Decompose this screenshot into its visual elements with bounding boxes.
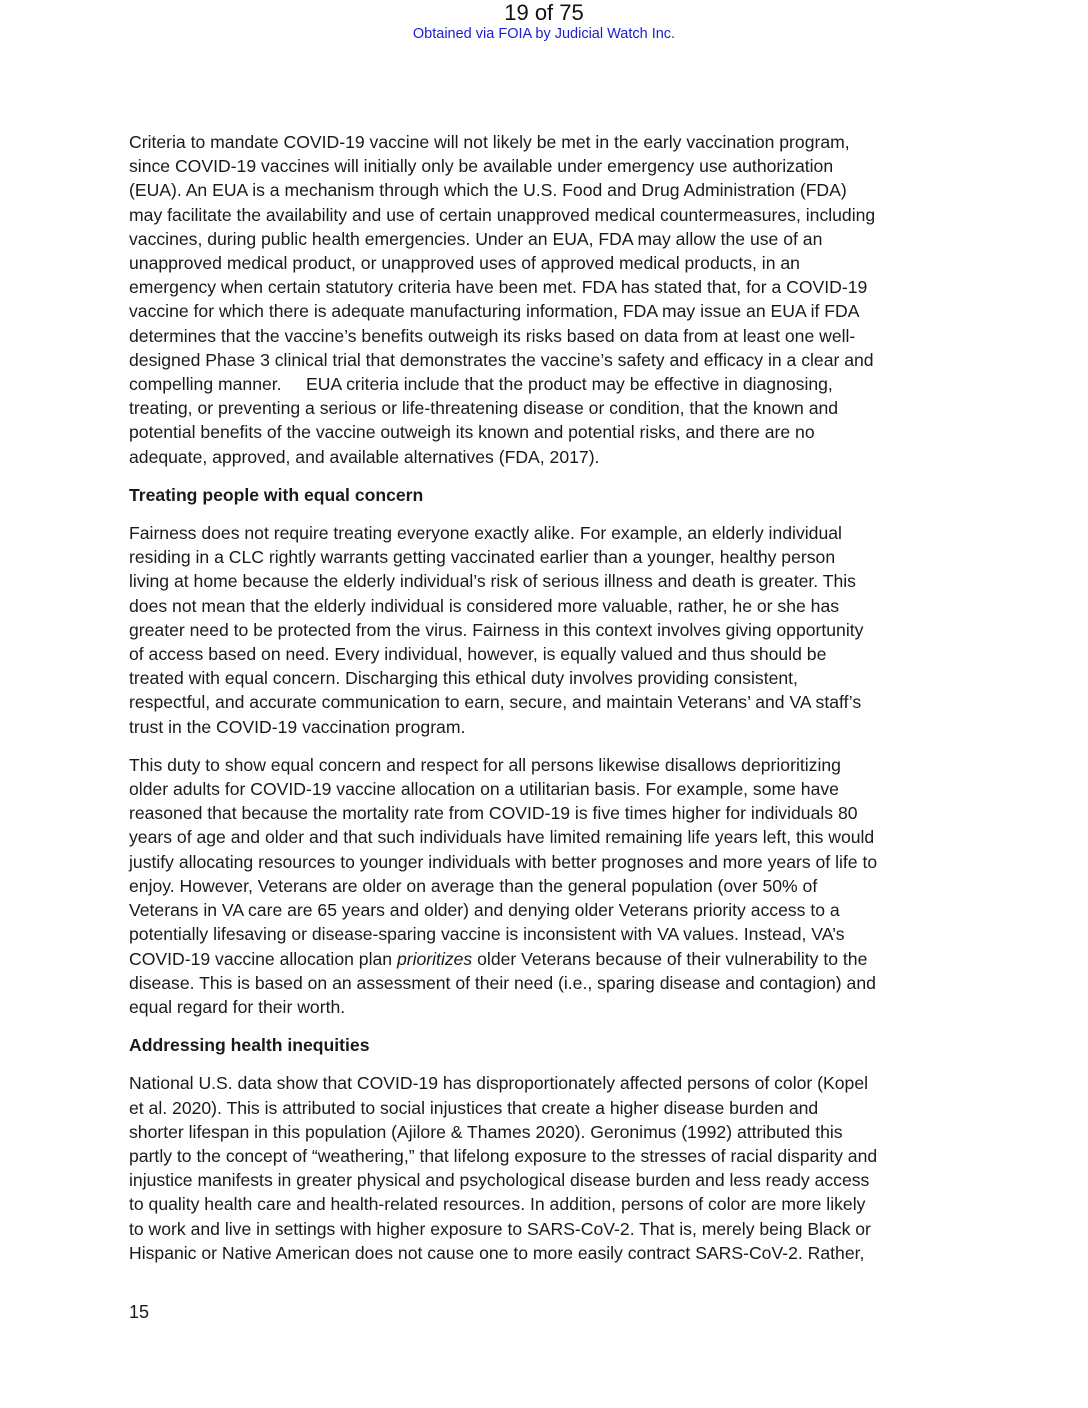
section-heading-health-inequities: Addressing health inequities: [129, 1035, 370, 1056]
text-line: justify allocating resources to younger individuals with better prognoses and more years of life to: [129, 851, 878, 872]
text-line: adequate, approved, and available alternatives (FDA, 2017).: [129, 446, 600, 467]
text-line: This duty to show equal concern and respect for all persons likewise disallows deprioritizing: [129, 754, 841, 775]
text-line: designed Phase 3 clinical trial that demonstrates the vaccine’s safety and efficacy in a clear and: [129, 349, 874, 370]
text-segment: older Veterans because of their vulnerability to the: [472, 948, 868, 969]
paragraph-fairness: [129, 521, 969, 739]
document-body: [129, 130, 969, 1279]
text-line: Veterans in VA care are 65 years and older) and denying older Veterans priority access to a: [129, 900, 840, 921]
text-line: disease. This is based on an assessment of their need (i.e., sparing disease and contagion) and: [129, 972, 876, 993]
text-line: potential benefits of the vaccine outweigh its known and potential risks, and there are no: [129, 422, 815, 443]
text-line: Criteria to mandate COVID-19 vaccine will not likely be met in the early vaccination program,: [129, 132, 850, 152]
text-line: potentially lifesaving or disease-sparing vaccine is inconsistent with VA values. Instead, VA’s: [129, 924, 845, 945]
text-line: to work and live in settings with higher exposure to SARS-CoV-2. That is, merely being Black or: [129, 1218, 871, 1239]
page-count: 19 of 75: [504, 0, 584, 25]
text-line: since COVID-19 vaccines will initially only be available under emergency use authorization: [129, 156, 834, 177]
text-line: [129, 947, 969, 971]
text-line: treating, or preventing a serious or life-threatening disease or condition, that the known and: [129, 398, 839, 419]
text-line: does not mean that the elderly individual is considered more valuable, rather, he or she has: [129, 595, 840, 616]
paragraph-utilitarian: [129, 753, 969, 1019]
text-line: treated with equal concern. Discharging this ethical duty involves providing consistent,: [129, 668, 798, 689]
text-line: greater need to be protected from the virus. Fairness in this context involves giving opportunity: [129, 619, 864, 640]
foia-source-note: Obtained via FOIA by Judicial Watch Inc.: [412, 26, 676, 42]
text-line: determines that the vaccine’s benefits outweigh its risks based on data from at least one well-: [129, 325, 856, 346]
text-line: emergency when certain statutory criteria have been met. FDA has stated that, for a COVID-19: [129, 277, 868, 298]
text-line: older adults for COVID-19 vaccine allocation on a utilitarian basis. For example, some have: [129, 779, 839, 800]
text-line: to quality health care and health-related resources. In addition, persons of color are more likely: [129, 1194, 866, 1215]
text-line: vaccine for which there is adequate manufacturing information, FDA may issue an EUA if FDA: [129, 301, 860, 322]
text-line: of access based on need. Every individual, however, is equally valued and thus should be: [129, 644, 827, 665]
text-line: reasoned that because the mortality rate from COVID-19 is five times higher for individuals 80: [129, 803, 858, 824]
paragraph-health-inequities: [129, 1071, 969, 1265]
page-number: 15: [129, 1302, 150, 1322]
text-line: residing in a CLC rightly warrants getting vaccinated earlier than a younger, healthy person: [129, 547, 836, 568]
text-line: trust in the COVID-19 vaccination program.: [129, 716, 466, 737]
text-line: vaccines, during public health emergencies. Under an EUA, FDA may allow the use of an: [129, 228, 823, 249]
text-line: compelling manner. EUA criteria include that the product may be effective in diagnosing,: [129, 374, 833, 395]
text-line: equal regard for their worth.: [129, 996, 346, 1017]
text-line: years of age and older and that such individuals have limited remaining life years left, this would: [129, 827, 875, 848]
text-segment: COVID-19 vaccine allocation plan: [129, 948, 397, 969]
text-line: living at home because the elderly individual’s risk of serious illness and death is greater. This: [129, 571, 856, 592]
text-line: enjoy. However, Veterans are older on average than the general population (over 50% of: [129, 875, 818, 896]
text-line: may facilitate the availability and use of certain unapproved medical countermeasures, including: [129, 204, 876, 225]
text-line: Fairness does not require treating everyone exactly alike. For example, an elderly individual: [129, 523, 842, 544]
text-line: unapproved medical product, or unapproved uses of approved medical products, in an: [129, 253, 800, 274]
text-line: National U.S. data show that COVID-19 has disproportionately affected persons of color (Kopel: [129, 1073, 869, 1094]
text-line: shorter lifespan in this population (Ajilore & Thames 2020). Geronimus (1992) attributed this: [129, 1121, 843, 1142]
page-header: [0, 0, 1088, 42]
text-line: Hispanic or Native American does not cause one to more easily contract SARS-CoV-2. Rather,: [129, 1242, 865, 1263]
text-line: injustice manifests in greater physical and psychological disease burden and less ready access: [129, 1170, 870, 1191]
text-line: respectful, and accurate communication to earn, secure, and maintain Veterans’ and VA staff’s: [129, 692, 862, 713]
text-line: partly to the concept of “weathering,” that lifelong exposure to the stresses of racial disparity and: [129, 1145, 878, 1166]
emphasis-prioritizes: prioritizes: [396, 948, 473, 969]
text-line: (EUA). An EUA is a mechanism through which the U.S. Food and Drug Administration (FDA): [129, 180, 847, 201]
paragraph-eua-criteria: [129, 130, 969, 469]
text-line: et al. 2020). This is attributed to social injustices that create a higher disease burden and: [129, 1097, 819, 1118]
section-heading-equal-concern: Treating people with equal concern: [129, 484, 424, 505]
